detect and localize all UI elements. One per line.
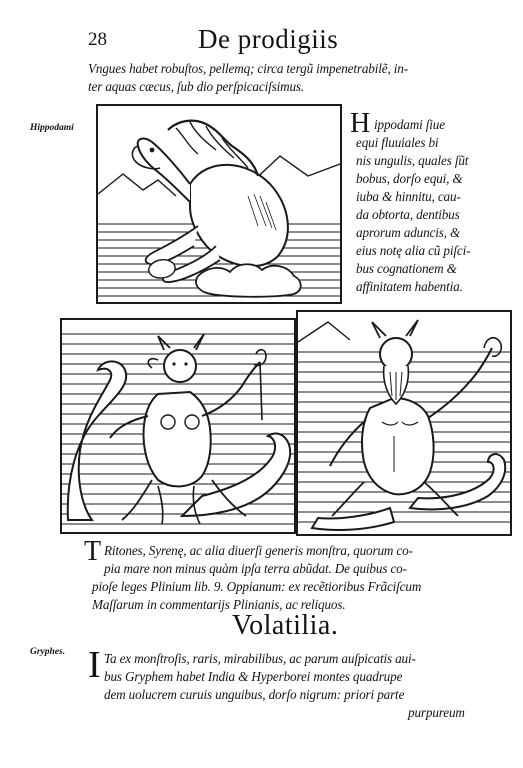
gryphes-line: purpureum	[408, 705, 465, 720]
triton-woodcut	[296, 310, 512, 536]
drop-cap-t: T	[84, 536, 102, 567]
drop-cap-h: H	[350, 108, 371, 139]
tritons-line: Ritones, Syrenę, ac alia diuerſi generis monſtra, quorum co-	[104, 543, 413, 558]
page-number: 28	[88, 29, 107, 50]
gryphes-line: dem uolucrem curuis unguibus, dorſo nigrum: priori parte	[104, 687, 405, 702]
hippopotamus-illustration	[98, 106, 340, 302]
margin-note-hippodami: Hippodami	[30, 123, 74, 133]
hippopotamus-line: iuba & hinnitu, cau-	[356, 189, 461, 204]
hippopotamus-woodcut	[96, 104, 342, 304]
intro-line: Vngues habet robuſtos, pellemq; circa tergũ impenetrabilẽ, in-	[88, 61, 408, 76]
margin-note-gryphes: Gryphes.	[30, 647, 66, 657]
triton-illustration	[298, 312, 510, 534]
hippopotamus-line: ippodami ſiue	[374, 117, 445, 132]
hippopotamus-line: eius notę alia cũ piſci-	[356, 243, 471, 258]
gryphes-line: Ta ex monſtroſis, raris, mirabilibus, ac parum auſpicatis aui-	[104, 651, 416, 666]
hippopotamus-line: aprorum aduncis, &	[356, 225, 461, 240]
hippopotamus-line: bobus, dorſo equi, &	[356, 171, 463, 186]
siren-woodcut	[60, 318, 296, 534]
intro-line: ter aquas cæcus, ſub dio perſpicaciſsimus.	[88, 79, 305, 94]
hippopotamus-line: affinitatem habentia.	[356, 279, 463, 294]
hippopotamus-line: equi fluuiales bi	[356, 135, 439, 150]
gryphes-line: bus Gryphem habet India & Hyperborei montes quadrupe	[104, 669, 403, 684]
hippopotamus-line: nis ungulis, quales ſũt	[356, 153, 469, 168]
hippopotamus-line: da obtorta, dentibus	[356, 207, 460, 222]
drop-cap-i: I	[88, 644, 101, 686]
tritons-line: pia mare non minus quàm ipſa terra abũdat. De quibus co-	[104, 561, 407, 576]
tritons-line: pioſe leges Plinium lib. 9. Oppianum: ex recẽtioribus Frãciſcum	[92, 579, 422, 594]
tritons-line: Maſſarum in commentarijs Plinianis, ac reliquos.	[92, 597, 346, 612]
section-heading-volatilia: Volatilia.	[232, 610, 339, 641]
hippopotamus-line: bus cognationem &	[356, 261, 457, 276]
siren-illustration	[62, 320, 294, 532]
running-title: De prodigiis	[198, 24, 339, 54]
